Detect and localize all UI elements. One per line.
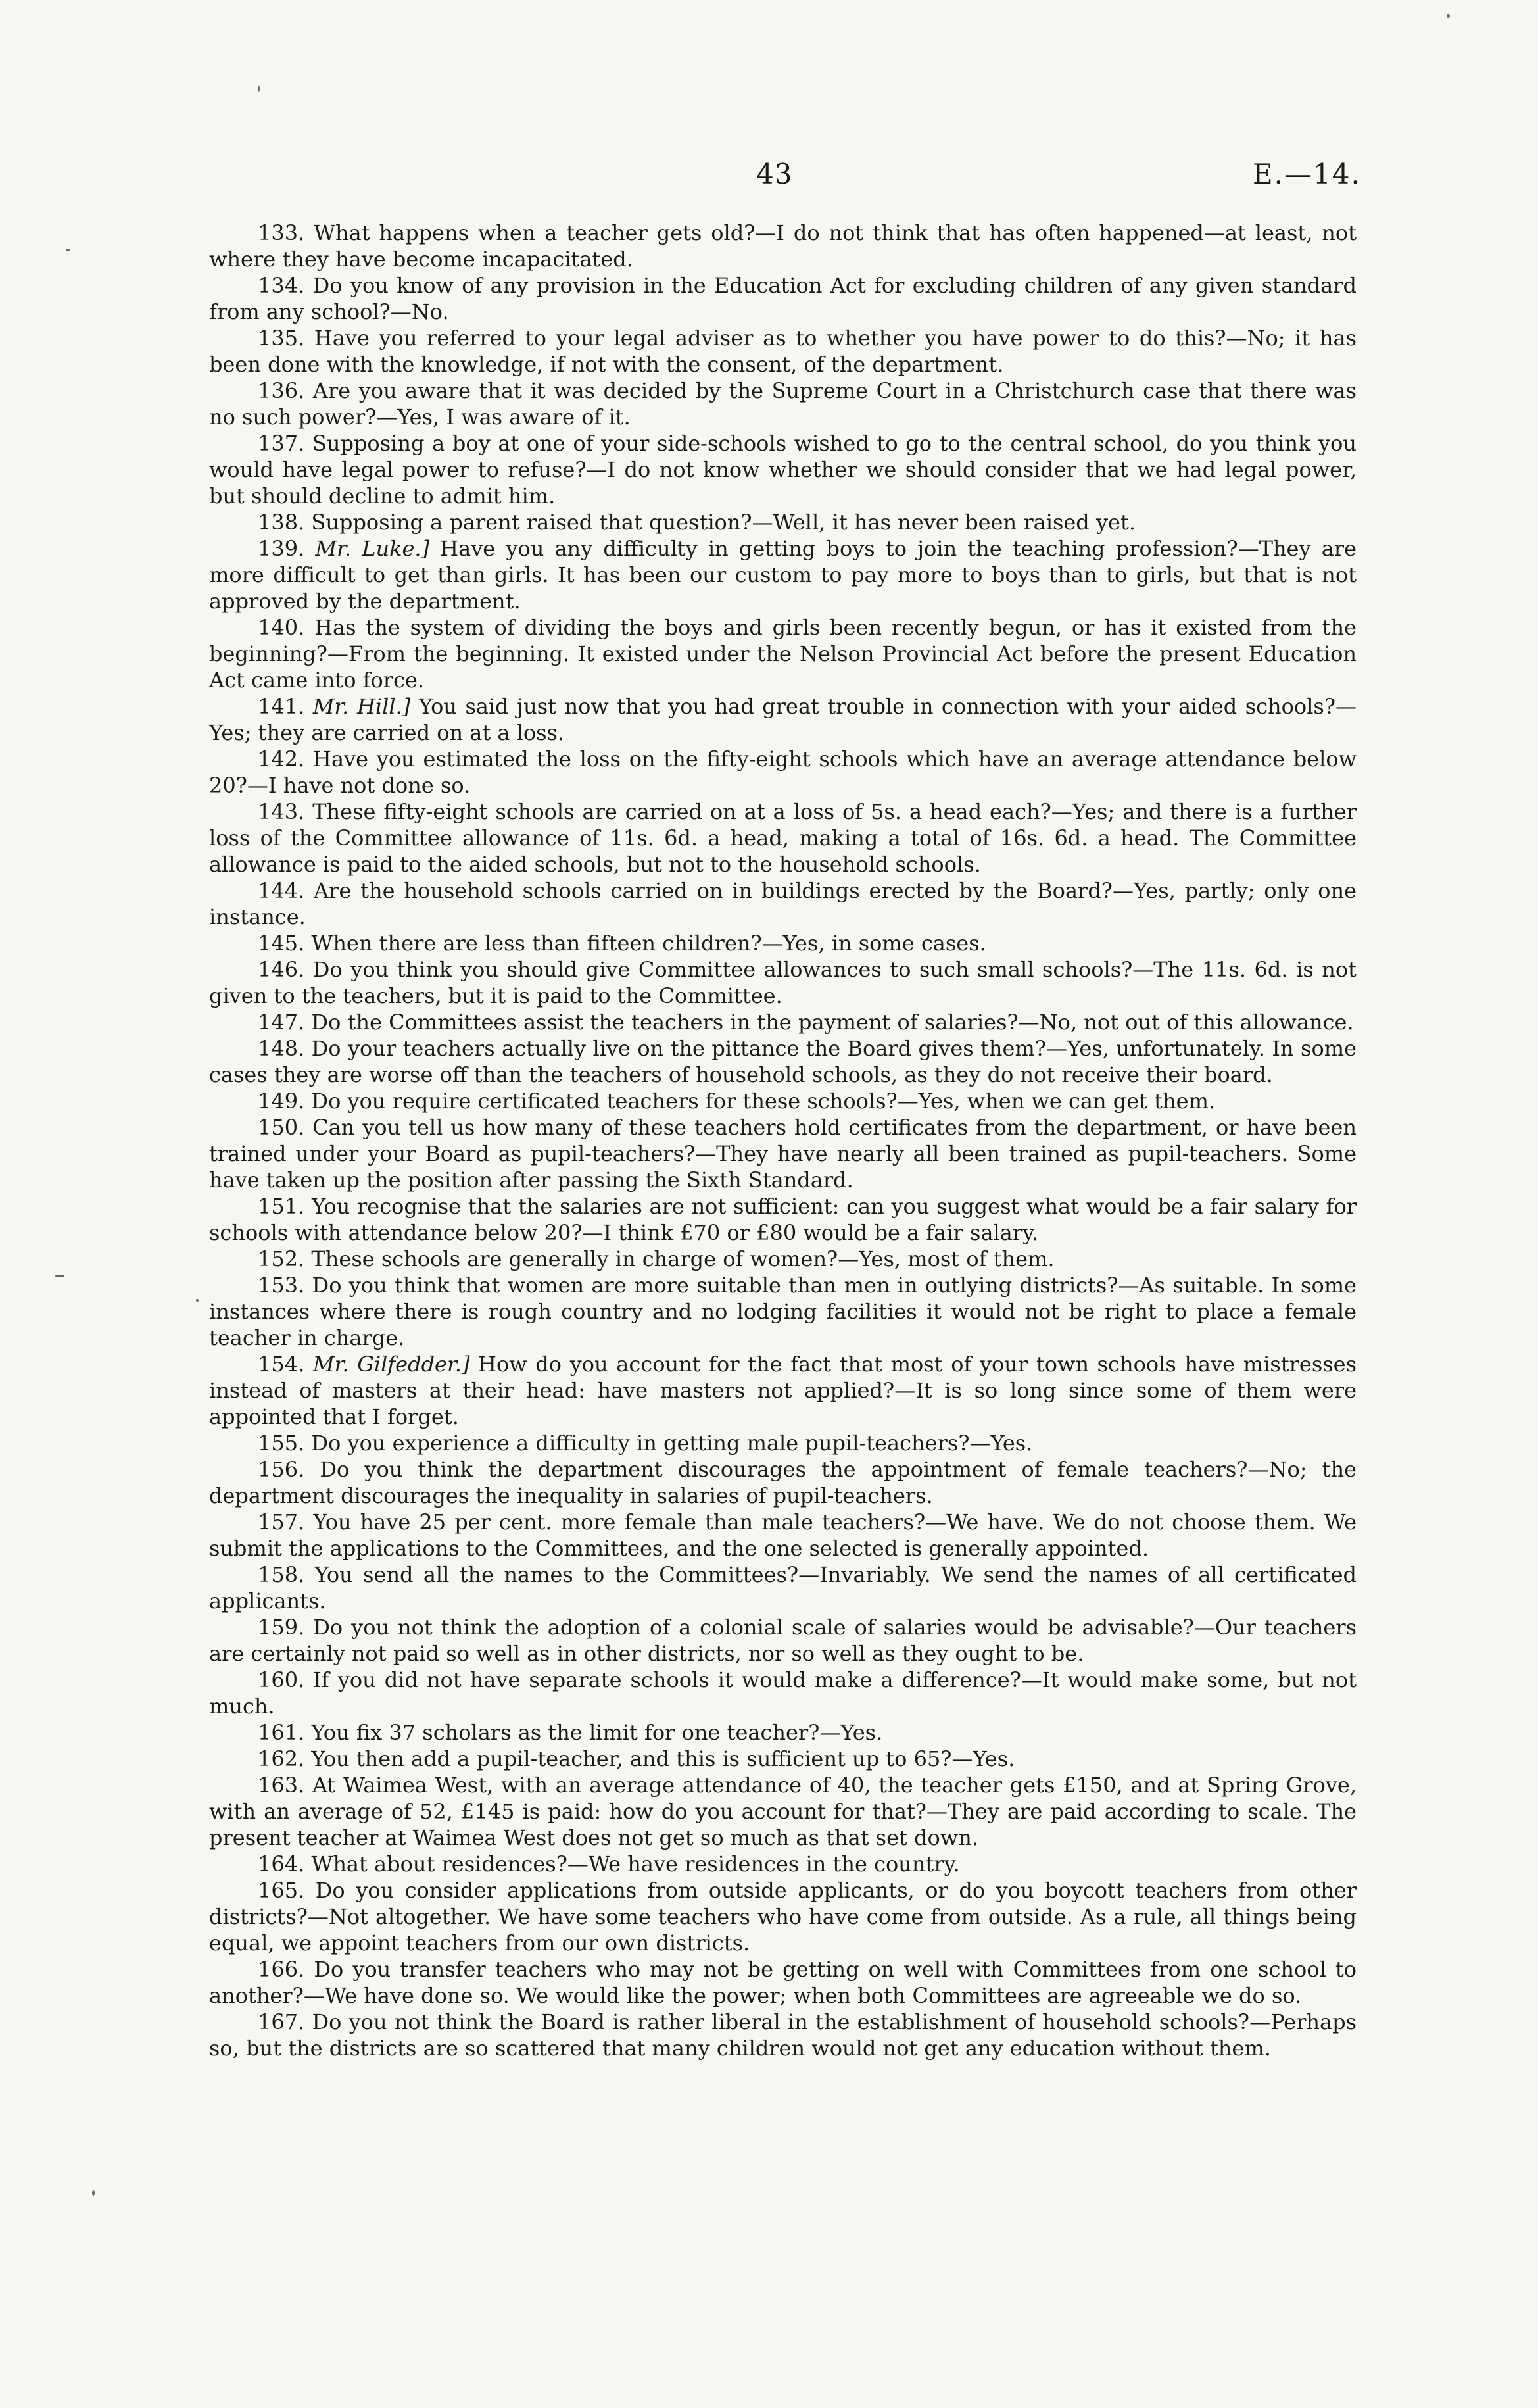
- testimony-entry: [209, 2009, 1357, 2061]
- testimony-entry: [209, 1509, 1357, 1561]
- testimony-entry: [209, 1035, 1357, 1088]
- question-answer-text: Have you referred to your legal adviser as to whether you have power to do this?—No; it has been done with the knowledge, if not with the consent, of the department.: [209, 326, 1357, 377]
- question-number: 134.: [258, 273, 305, 298]
- question-number: 156.: [258, 1457, 305, 1482]
- question-answer-text: Supposing a parent raised that question?—Well, it has never been raised yet.: [311, 510, 1136, 535]
- scan-speck: [196, 1299, 199, 1302]
- testimony-entry: [209, 1456, 1357, 1509]
- question-answer-text: Are the household schools carried on in buildings erected by the Board?—Yes, partly; only one instance.: [209, 878, 1357, 929]
- question-number: 135.: [258, 326, 305, 351]
- testimony-entry: [209, 956, 1357, 1009]
- question-answer-text: You have 25 per cent. more female than male teachers?—We have. We do not choose them. We submit the applications to the Committees, and the one selected is generally appointed.: [209, 1510, 1357, 1561]
- testimony-entry: [209, 877, 1357, 930]
- question-number: 150.: [258, 1115, 305, 1140]
- question-number: 145.: [258, 931, 305, 956]
- question-answer-text: Do you consider applications from outside applicants, or do you boycott teachers from other districts?—Not altogether. We have some teachers who have come from outside. As a rule, all things being equal, we appoint teachers from our own districts.: [209, 1878, 1357, 1955]
- scan-speck: [1447, 14, 1450, 18]
- question-answer-text: Do you think you should give Committee allowances to such small schools?—The 11s. 6d. is not given to the teachers, but it is paid to the Committee.: [209, 957, 1357, 1008]
- testimony-entry: [209, 272, 1357, 325]
- scan-speck: [66, 249, 70, 251]
- question-number: 159.: [258, 1615, 305, 1640]
- question-number: 165.: [258, 1878, 305, 1903]
- testimony-entry: [209, 1246, 1357, 1272]
- question-number: 141.: [258, 694, 305, 719]
- question-answer-text: You fix 37 scholars as the limit for one teacher?—Yes.: [311, 1720, 883, 1745]
- question-answer-text: Do you require certificated teachers for these schools?—Yes, when we can get them.: [311, 1089, 1216, 1114]
- testimony-entry: [209, 930, 1357, 956]
- testimony-entry: [209, 220, 1357, 272]
- scan-speck: [55, 1275, 64, 1277]
- question-number: 149.: [258, 1089, 305, 1114]
- question-answer-text: You send all the names to the Committees?—Invariably. We send the names of all certificated applicants.: [209, 1562, 1357, 1613]
- question-answer-text: Has the system of dividing the boys and girls been recently begun, or has it existed from the beginning?—From the beginning. It existed under the Nelson Provincial Act before the present Education Act came into force.: [209, 615, 1357, 693]
- question-number: 163.: [258, 1773, 305, 1798]
- testimony-body: [209, 220, 1357, 2061]
- testimony-entry: [209, 1956, 1357, 2009]
- question-answer-text: You said just now that you had great trouble in connection with your aided schools?—Yes; they are carried on at a loss.: [209, 694, 1357, 745]
- question-answer-text: Do you think that women are more suitable than men in outlying districts?—As suitable. In some instances where there is rough country and no lodging facilities it would not be right to place a female teacher in charge.: [209, 1273, 1357, 1350]
- question-number: 161.: [258, 1720, 305, 1745]
- question-answer-text: Do you not think the adoption of a colonial scale of salaries would be advisable?—Our teachers are certainly not paid so well as in other districts, nor so well as they ought to be.: [209, 1615, 1357, 1666]
- testimony-entry: [209, 325, 1357, 378]
- question-answer-text: Do your teachers actually live on the pittance the Board gives them?—Yes, unfortunately. In some cases they are worse off than the teachers of household schools, as they do not receive their board.: [209, 1036, 1357, 1087]
- testimony-entry: [209, 1272, 1357, 1351]
- question-number: 136.: [258, 378, 305, 403]
- testimony-entry: [209, 799, 1357, 877]
- question-number: 158.: [258, 1562, 305, 1587]
- testimony-entry: [209, 509, 1357, 535]
- question-answer-text: Are you aware that it was decided by the Supreme Court in a Christchurch case that there was no such power?—Yes, I was aware of it.: [209, 378, 1357, 430]
- testimony-entry: [209, 1351, 1357, 1430]
- question-answer-text: Can you tell us how many of these teachers hold certificates from the department, or have been trained under your Board as pupil-teachers?—They have nearly all been trained as pupil-teachers. Some have taken up the position after passing the Sixth Standard.: [209, 1115, 1357, 1192]
- question-answer-text: Do you experience a difficulty in getting male pupil-teachers?—Yes.: [311, 1431, 1033, 1456]
- question-answer-text: When there are less than fifteen children?—Yes, in some cases.: [311, 931, 986, 956]
- testimony-entry: [209, 1009, 1357, 1035]
- testimony-entry: [209, 1851, 1357, 1877]
- question-number: 146.: [258, 957, 305, 982]
- speaker-name: Mr. Luke.]: [315, 536, 430, 561]
- question-answer-text: Supposing a boy at one of your side-schools wished to go to the central school, do you think you would have legal power to refuse?—I do not know whether we should consider that we had legal power, but should decline to admit him.: [209, 431, 1357, 508]
- testimony-entry: [209, 614, 1357, 693]
- question-answer-text: These fifty-eight schools are carried on at a loss of 5s. a head each?—Yes; and there is a further loss of the Committee allowance of 11s. 6d. a head, making a total of 16s. 6d. a head. The Committee allowance is paid to the aided schools, but not to the household schools.: [209, 799, 1357, 877]
- question-answer-text: Do you think the department discourages the appointment of female teachers?—No; the department discourages the inequality in salaries of pupil-teachers.: [209, 1457, 1357, 1508]
- question-number: 160.: [258, 1667, 305, 1692]
- question-number: 167.: [258, 2009, 305, 2034]
- testimony-entry: [209, 1746, 1357, 1772]
- testimony-entry: [209, 1772, 1357, 1851]
- testimony-entry: [209, 1561, 1357, 1614]
- question-answer-text: Do you know of any provision in the Education Act for excluding children of any given standard from any school?—No.: [209, 273, 1357, 324]
- question-number: 133.: [258, 220, 305, 245]
- question-number: 139.: [258, 536, 305, 561]
- testimony-entry: [209, 1719, 1357, 1746]
- testimony-entry: [209, 1877, 1357, 1956]
- question-number: 153.: [258, 1273, 305, 1298]
- question-number: 137.: [258, 431, 305, 456]
- question-number: 151.: [258, 1194, 305, 1219]
- testimony-entry: [209, 1614, 1357, 1667]
- question-answer-text: These schools are generally in charge of women?—Yes, most of them.: [311, 1246, 1055, 1271]
- question-number: 164.: [258, 1852, 305, 1877]
- testimony-entry: [209, 1667, 1357, 1719]
- question-answer-text: Do you not think the Board is rather liberal in the establishment of household schools?—Perhaps so, but the districts are so scattered that many children would not get any education without them.: [209, 2009, 1357, 2061]
- testimony-entry: [209, 746, 1357, 799]
- question-answer-text: What about residences?—We have residences in the country.: [311, 1852, 960, 1877]
- page-number: 43: [756, 158, 793, 190]
- question-number: 166.: [258, 1957, 305, 1982]
- question-number: 162.: [258, 1746, 305, 1771]
- question-number: 152.: [258, 1246, 305, 1271]
- question-number: 144.: [258, 878, 305, 903]
- question-number: 140.: [258, 615, 305, 640]
- testimony-entry: [209, 430, 1357, 509]
- question-number: 147.: [258, 1010, 305, 1035]
- testimony-entry: [209, 378, 1357, 430]
- question-answer-text: Have you any difficulty in getting boys to join the teaching profession?—They are more difficult to get than girls. It has been our custom to pay more to boys than to girls, but that is not approved by the department.: [209, 536, 1357, 614]
- testimony-entry: [209, 1114, 1357, 1193]
- question-answer-text: You recognise that the salaries are not sufficient: can you suggest what would be a fair salary for schools with attendance below 20?—I think £70 or £80 would be a fair salary.: [209, 1194, 1357, 1245]
- question-answer-text: If you did not have separate schools it would make a difference?—It would make some, but not much.: [209, 1667, 1357, 1719]
- testimony-entry: [209, 1430, 1357, 1456]
- question-answer-text: Have you estimated the loss on the fifty-eight schools which have an average attendance below 20?—I have not done so.: [209, 747, 1357, 798]
- testimony-entry: [209, 1088, 1357, 1114]
- question-answer-text: You then add a pupil-teacher, and this is sufficient up to 65?—Yes.: [311, 1746, 1015, 1771]
- scan-speck: [92, 2190, 95, 2196]
- question-number: 157.: [258, 1510, 305, 1535]
- reference-code: E.—14.: [1253, 158, 1361, 190]
- testimony-entry: [209, 535, 1357, 614]
- question-number: 148.: [258, 1036, 305, 1061]
- question-answer-text: Do the Committees assist the teachers in the payment of salaries?—No, not out of this allowance.: [311, 1010, 1354, 1035]
- testimony-entry: [209, 693, 1357, 746]
- question-answer-text: Do you transfer teachers who may not be getting on well with Committees from one school to another?—We have done so. We would like the power; when both Committees are agreeable we do so.: [209, 1957, 1357, 2008]
- question-number: 142.: [258, 747, 305, 772]
- speaker-name: Mr. Hill.]: [312, 694, 411, 719]
- question-number: 138.: [258, 510, 305, 535]
- scan-speck: [258, 86, 260, 92]
- question-answer-text: At Waimea West, with an average attendance of 40, the teacher gets £150, and at Spring Grove, with an average of 52, £145 is paid: how do you account for that?—They are paid according to scale. The present teacher at Waimea West does not get so much as that set down.: [209, 1773, 1357, 1850]
- question-number: 155.: [258, 1431, 305, 1456]
- question-answer-text: What happens when a teacher gets old?—I do not think that has often happened—at least, not where they have become incapacitated.: [209, 220, 1357, 272]
- testimony-entry: [209, 1193, 1357, 1246]
- question-number: 154.: [258, 1352, 305, 1377]
- speaker-name: Mr. Gilfedder.]: [312, 1352, 470, 1377]
- question-number: 143.: [258, 799, 305, 824]
- question-answer-text: How do you account for the fact that most of your town schools have mistresses instead of masters at their head: have masters not applied?—It is so long since some of them were appointed that I forget.: [209, 1352, 1357, 1429]
